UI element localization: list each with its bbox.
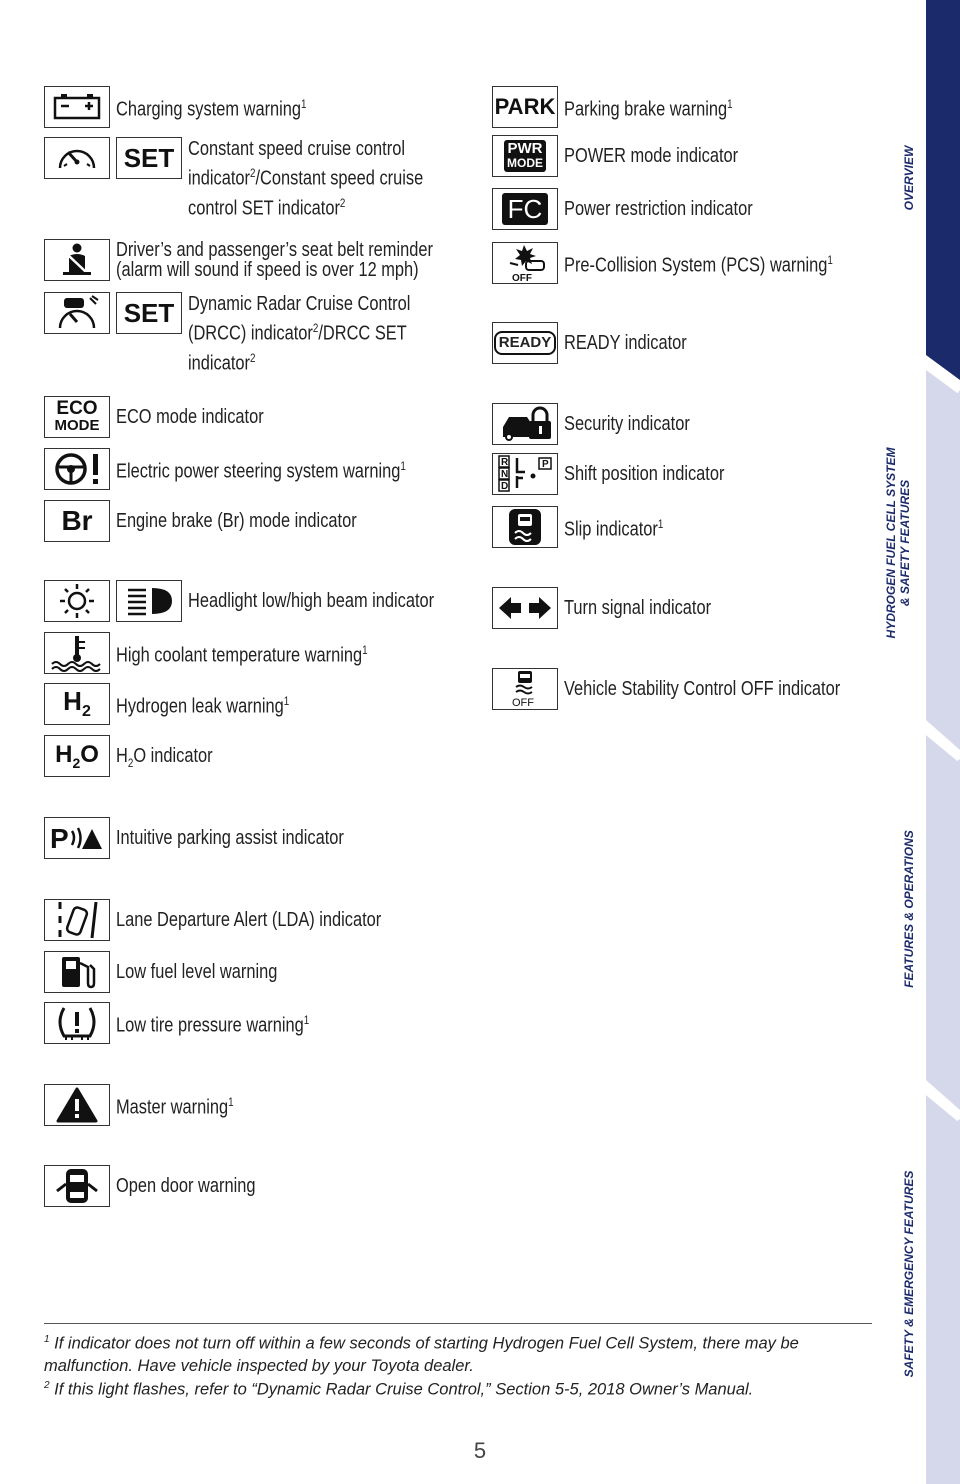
indicator-label: Dynamic Radar Cruise Control (DRCC) indicator$^2$/DRCC SET indicator$^2$ (188, 293, 411, 375)
indicator-row (44, 735, 234, 777)
h2o-icon: $H_2O$ (44, 735, 110, 777)
indicator-row (492, 668, 901, 710)
shift-position-icon (492, 453, 558, 495)
indicator-label: Vehicle Stability Control OFF indicator (564, 678, 841, 700)
footnote-2: $^2$ If this light flashes, refer to “Dynamic Radar Cruise Control,” Section 5-5, 2018 Owner’s Manual. (44, 1380, 754, 1399)
park-icon: PARK (492, 86, 558, 128)
indicator-row (44, 951, 313, 993)
indicator-label: Headlight low/high beam indicator (188, 590, 435, 612)
indicator-label: Charging system warning$^1$ (116, 97, 307, 121)
indicator-row (492, 403, 717, 445)
indicator-row (44, 580, 488, 622)
shift-letter-n: N (501, 469, 509, 480)
indicator-label: High coolant temperature warning$^1$ (116, 643, 368, 667)
indicator-row (44, 683, 327, 725)
cruise-set-icon: SET (116, 137, 182, 179)
indicator-label: Open door warning (116, 1175, 256, 1197)
indicator-label: Security indicator (564, 413, 690, 435)
sidebar-tab-features[interactable]: FEATURES & OPERATIONS (902, 830, 916, 988)
indicator-row (492, 506, 685, 548)
indicator-label: Parking brake warning$^1$ (564, 97, 733, 121)
indicator-row (44, 899, 440, 941)
indicator-row (44, 500, 409, 542)
indicator-row (492, 188, 794, 230)
indicator-row (44, 1002, 352, 1044)
indicator-row (44, 1084, 259, 1126)
indicator-row (44, 1165, 286, 1207)
indicator-row (492, 86, 770, 128)
security-icon (492, 403, 558, 445)
footnote-divider (44, 1323, 872, 1324)
indicator-label: Intuitive parking assist indicator (116, 827, 344, 849)
tire-pressure-icon (44, 1002, 110, 1044)
indicator-row (44, 817, 394, 859)
indicator-label: READY indicator (564, 332, 687, 354)
parking-assist-icon (44, 817, 110, 859)
indicator-row (44, 396, 296, 438)
pcs-off-text: OFF (512, 273, 532, 283)
fc-icon: FC (492, 188, 558, 230)
indicator-label: Low fuel level warning (116, 961, 278, 983)
indicator-label: Shift position indicator (564, 463, 725, 485)
footnote-1: $^1$ If indicator does not turn off within a few seconds of starting Hydrogen Fuel Cell System, there may be malfunction. Have vehicle inspected by your Toyota dealer. (44, 1334, 799, 1375)
shift-letter-r: R (501, 457, 509, 468)
indicator-label: Low tire pressure warning$^1$ (116, 1013, 310, 1037)
indicator-row (492, 242, 892, 284)
indicator-row (44, 137, 488, 220)
indicator-label: Constant speed cruise control indicator$^2$/Constant speed cruise control SET indicator$^2$ (188, 138, 424, 220)
shift-letter-p: P (542, 459, 549, 470)
vsc-off-icon (492, 668, 558, 710)
indicator-label: Slip indicator$^1$ (564, 517, 664, 541)
vsc-off-text: OFF (512, 697, 534, 709)
section-sidebar (884, 0, 960, 1484)
sidebar-tab-overview[interactable]: OVERVIEW (902, 145, 916, 211)
indicator-label: ECO mode indicator (116, 406, 264, 428)
indicator-label: Pre-Collision System (PCS) warning$^1$ (564, 253, 833, 277)
eco-mode-icon: ECO MODE (44, 396, 110, 438)
sidebar-tabs-shape (926, 0, 960, 1484)
indicator-label: Driver’s and passenger’s seat belt reminder (alarm will sound if speed is over 12 mph) (116, 239, 433, 281)
sidebar-tab-hydrogen[interactable]: HYDROGEN FUEL CELL SYSTEM & SAFETY FEATURES (884, 447, 912, 639)
parking-assist-letter: P (50, 823, 69, 854)
indicator-row (44, 239, 526, 281)
page-number: 5 (473, 1438, 487, 1463)
indicator-label: Electric power steering system warning$^1$ (116, 459, 406, 483)
indicator-label: Turn signal indicator (564, 597, 712, 619)
ready-icon: READY (492, 322, 558, 364)
fuel-pump-icon (44, 951, 110, 993)
drcc-set-icon: SET (116, 292, 182, 334)
indicator-label: $H_2O$ indicator (116, 744, 213, 770)
indicator-row (44, 448, 469, 490)
open-door-icon (44, 1165, 110, 1207)
engine-brake-icon: Br (44, 500, 110, 542)
indicator-row (44, 292, 488, 375)
hydrogen-icon: $H_2$ (44, 683, 110, 725)
coolant-temperature-icon (44, 632, 110, 674)
sidebar-tab-safety[interactable]: SAFETY & EMERGENCY FEATURES (902, 1170, 916, 1378)
indicator-row (44, 86, 348, 128)
cruise-speedometer-icon (44, 137, 110, 179)
lane-departure-icon (44, 899, 110, 941)
battery-icon (44, 86, 110, 128)
pcs-icon (492, 242, 558, 284)
master-warning-icon (44, 1084, 110, 1126)
radar-cruise-icon (44, 292, 110, 334)
headlight-low-icon (44, 580, 110, 622)
indicator-row (492, 135, 776, 177)
indicator-label: POWER mode indicator (564, 145, 739, 167)
indicator-label: Power restriction indicator (564, 198, 753, 220)
indicator-row (44, 632, 423, 674)
power-mode-icon: PWR MODE (492, 135, 558, 177)
indicator-row (492, 453, 760, 495)
turn-signal-icon (492, 587, 558, 629)
seat-belt-icon (44, 239, 110, 281)
shift-letter-d: D (501, 481, 509, 492)
slip-icon (492, 506, 558, 548)
steering-warning-icon (44, 448, 110, 490)
high-beam-icon (116, 580, 182, 622)
indicator-row (492, 322, 714, 364)
indicator-row (492, 587, 743, 629)
indicator-label: Lane Departure Alert (LDA) indicator (116, 909, 382, 931)
indicator-label: Engine brake (Br) mode indicator (116, 510, 357, 532)
indicator-label: Master warning$^1$ (116, 1095, 234, 1119)
indicator-label: Hydrogen leak warning$^1$ (116, 694, 290, 718)
